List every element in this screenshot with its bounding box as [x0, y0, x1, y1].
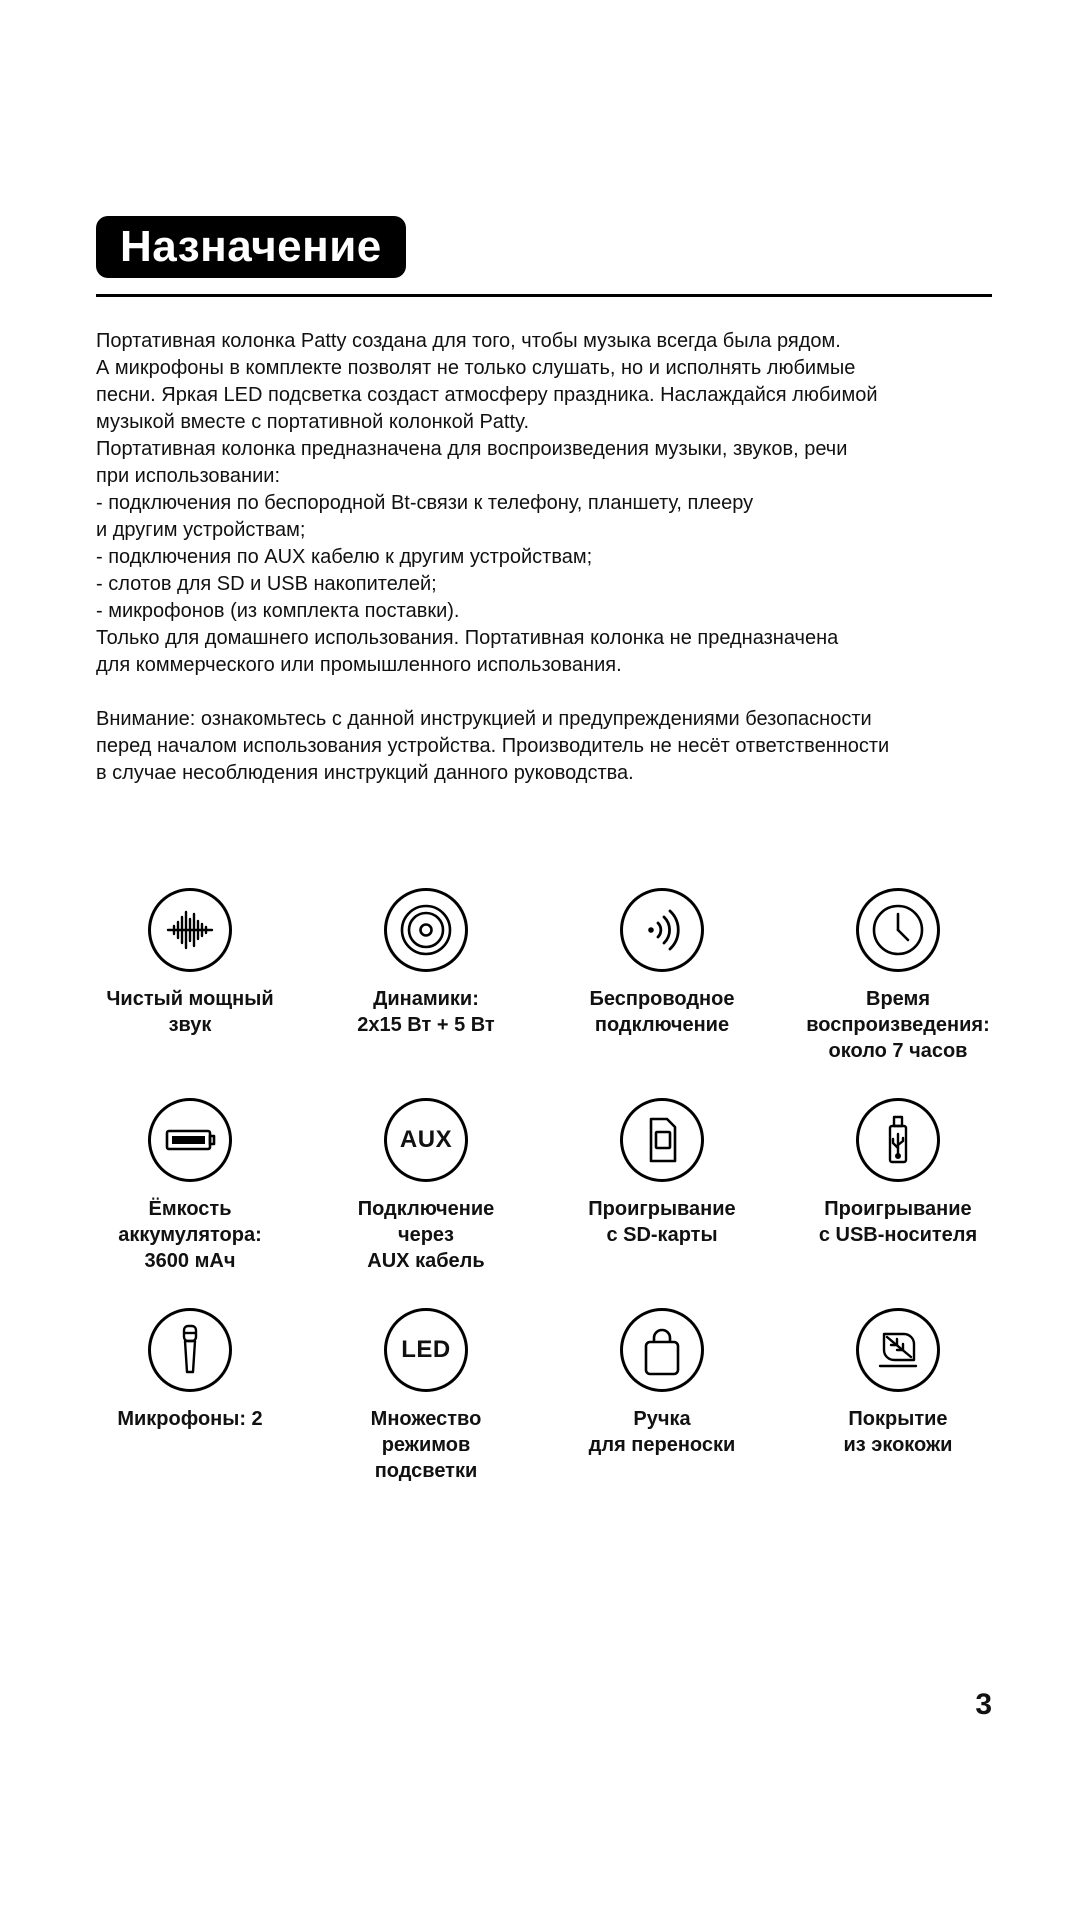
- features-grid: [72, 888, 1016, 1518]
- paragraph-line: - подключения по беспородной Bt-связи к телефону, планшету, плееру: [96, 492, 754, 514]
- feature-item: [780, 1308, 1016, 1518]
- speaker-icon: [384, 888, 468, 972]
- paragraph-spacer: [96, 679, 996, 706]
- paragraph-line: Только для домашнего использования. Портативная колонка не предназначена: [96, 627, 839, 649]
- title-divider: [96, 294, 992, 297]
- feature-label: Проигрывание с USB-носителя: [818, 1198, 978, 1246]
- usb-drive-icon: [856, 1098, 940, 1182]
- page-title: Назначение: [96, 216, 406, 278]
- feature-item: [72, 888, 308, 1098]
- feature-item: [780, 888, 1016, 1098]
- wireless-icon: [620, 888, 704, 972]
- feature-label: Проигрывание с SD-карты: [588, 1198, 736, 1246]
- paragraph-line: музыкой вместе с портативной колонкой Patty.: [96, 411, 530, 433]
- paragraph-line: песни. Яркая LED подсветка создаст атмосферу праздника. Наслаждайся любимой: [96, 384, 878, 406]
- feature-label: Подключение через AUX кабель: [357, 1198, 495, 1272]
- paragraph-line: - микрофонов (из комплекта поставки).: [96, 600, 460, 622]
- paragraph-line: Портативная колонка Patty создана для того, чтобы музыка всегда была рядом.: [96, 330, 841, 352]
- feature-label: Чистый мощный звук: [106, 988, 274, 1036]
- feature-label: Микрофоны: 2: [117, 1408, 263, 1430]
- battery-icon: [148, 1098, 232, 1182]
- clock-icon: [856, 888, 940, 972]
- feature-label: Динамики: 2х15 Вт + 5 Вт: [357, 988, 495, 1036]
- feature-item: [72, 1308, 308, 1518]
- feature-item: [72, 1098, 308, 1308]
- page-number: 3: [975, 1688, 992, 1721]
- leaf-icon: [856, 1308, 940, 1392]
- feature-item: [780, 1098, 1016, 1308]
- feature-label: Множество режимов подсветки: [370, 1408, 482, 1482]
- paragraph-line: А микрофоны в комплекте позволят не только слушать, но и исполнять любимые: [96, 357, 856, 379]
- aux-icon: [384, 1098, 468, 1182]
- led-icon: [384, 1308, 468, 1392]
- feature-item: [308, 1308, 544, 1518]
- bag-handle-icon: [620, 1308, 704, 1392]
- paragraph-line: Портативная колонка предназначена для воспроизведения музыки, звуков, речи: [96, 438, 848, 460]
- sound-wave-icon: [148, 888, 232, 972]
- paragraph-line: - слотов для SD и USB накопителей;: [96, 573, 437, 595]
- warning-line: Внимание: ознакомьтесь с данной инструкцией и предупреждениями безопасности: [96, 708, 872, 730]
- aux-icon-text: AUX: [399, 1126, 453, 1153]
- microphone-icon: [148, 1308, 232, 1392]
- warning-line: в случае несоблюдения инструкций данного руководства.: [96, 762, 634, 784]
- feature-label: Беспроводное подключение: [589, 988, 735, 1036]
- feature-label: Ёмкость аккумулятора: 3600 мАч: [118, 1198, 262, 1272]
- sd-card-icon: [620, 1098, 704, 1182]
- feature-item: [544, 1308, 780, 1518]
- feature-label: Покрытие из экокожи: [843, 1408, 953, 1456]
- feature-item: [544, 888, 780, 1098]
- feature-label: Время воспроизведения: около 7 часов: [806, 988, 990, 1062]
- feature-item: [308, 888, 544, 1098]
- body-text: [96, 328, 996, 787]
- paragraph-line: для коммерческого или промышленного использования.: [96, 654, 622, 676]
- led-icon-text: LED: [401, 1336, 451, 1363]
- paragraph-line: - подключения по AUX кабелю к другим устройствам;: [96, 546, 593, 568]
- warning-line: перед началом использования устройства. Производитель не несёт ответственности: [96, 735, 890, 757]
- feature-label: Ручка для переноски: [588, 1408, 736, 1456]
- paragraph-line: и другим устройствам;: [96, 519, 306, 541]
- paragraph-line: при использовании:: [96, 465, 280, 487]
- feature-item: [308, 1098, 544, 1308]
- feature-item: [544, 1098, 780, 1308]
